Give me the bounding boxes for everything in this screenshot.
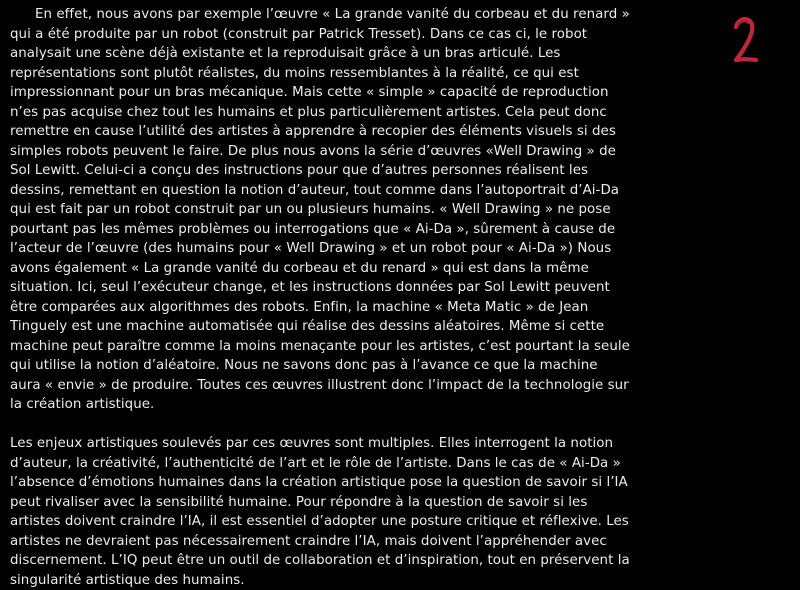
page-number-glyph <box>727 8 767 68</box>
handwritten-page-number <box>727 8 767 68</box>
paragraph-1: En effet, nous avons par exemple l’œuvre « La grande vanité du corbeau et du renard » qui a été produite par un robot (construit par Patrick Tresset). Dans ce cas ci, le robot analysait une scène déjà existante et la reproduisait grâce à un bras articulé. Les représentations sont plutôt réalistes, du moins ressemblantes à la réalité, ce qui est impressionnant pour un bras mécanique. Mais cette « simple » capacité de reproduction n’es pas acquise chez tout les humains et plus particulièrement artistes. Cela peut donc remettre en cause l’utilité des artistes à apprendre à recopier des éléments visuels si des simples robots peuvent le faire. De plus nous avons la série d’œuvres «Well Drawing » de Sol Lewitt. Celui-ci a conçu des instructions pour que d’autres personnes réalisent les dessins, remettant en question la notion d’auteur, tout comme dans l’autoportrait d’Ai-Da qui est fait par un robot construit par un ou plusieurs humains. « Well Drawing » ne pose pourtant pas les mêmes problèmes ou interrogations que « Ai-Da », sûrement à cause de l’acteur de l’œuvre (des humains pour « Well Drawing » et un robot pour « Ai-Da ») Nous avons également « La grande vanité du corbeau et du renard » qui est dans la même situation. Ici, seul l’exécuteur change, et les instructions données par Sol Lewitt peuvent être comparées aux algorithmes des robots. Enfin, la machine « Meta Matic » de Jean Tinguely est une machine automatisée qui réalise des dessins aléatoires. Même si cette machine peut paraître comme la moins menaçante pour les artistes, c’est pourtant la seule qui utilise la notion d’aléatoire. Nous ne savons donc pas à l’avance ce que la machine aura « envie » de produire. Toutes ces œuvres illustrent donc l’impact de la technologie sur la création artistique. <box>10 7 630 412</box>
paragraph-2: Les enjeux artistiques soulevés par ces œuvres sont multiples. Elles interrogent la notion d’auteur, la créativité, l’authenticité de l’art et le rôle de l’artiste. Dans le cas de « Ai-Da » l’absence d’émotions humaines dans la création artistique pose la question de savoir si l’IA peut rivaliser avec la sensibilité humaine. Pour répondre à la question de savoir si les artistes doivent craindre l’IA, il est essentiel d’adopter une posture critique et réflexive. Les artistes ne devraient pas nécessairement craindre l’IA, mais doivent l’appréhender avec discernement. L’IQ peut être un outil de collaboration et d’inspiration, tout en préservent la singularité artistique des humains. <box>10 436 630 588</box>
paragraph-spacer <box>10 415 632 435</box>
body-text <box>10 5 632 590</box>
